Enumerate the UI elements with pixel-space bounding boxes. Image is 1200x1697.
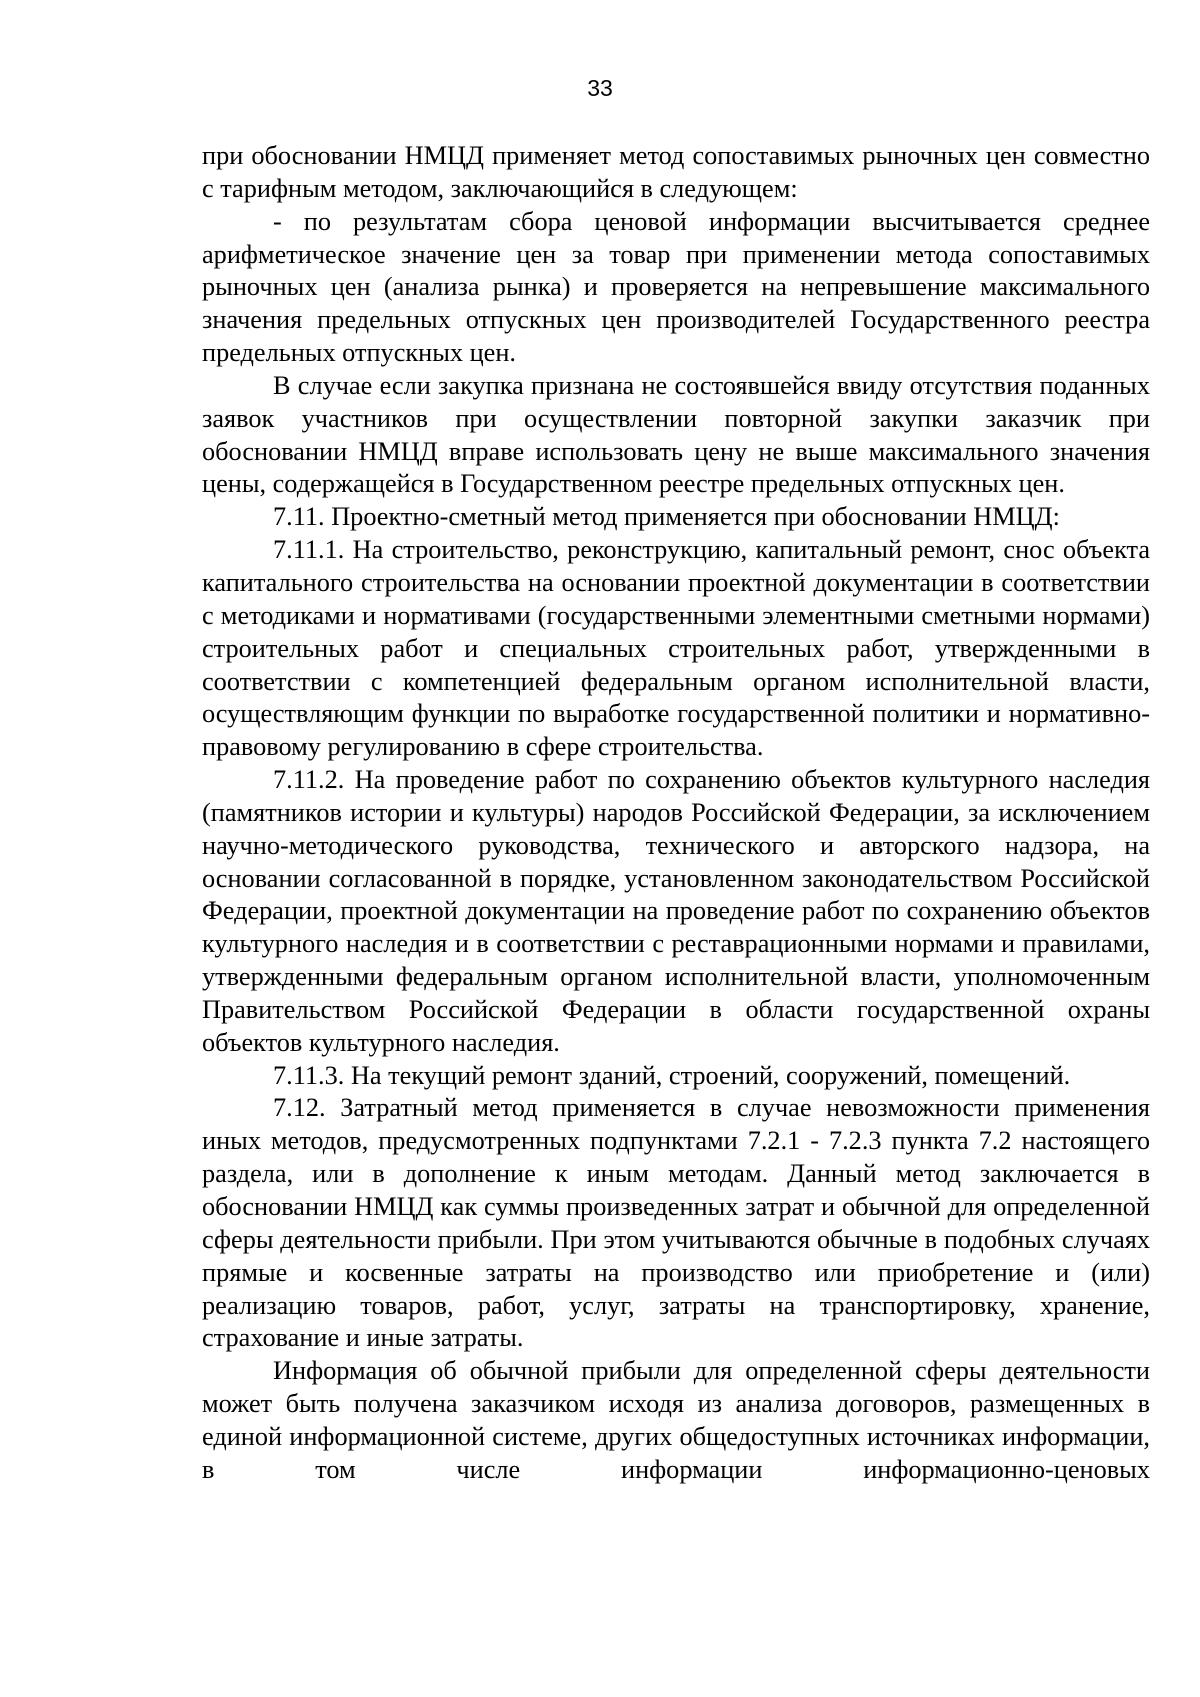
paragraph-continuation: при обосновании НМЦД применяет метод сопоставимых рыночных цен совместно с тарифным методом, заключающийся в следующем: — [202, 141, 1150, 203]
document-body — [202, 140, 1150, 1487]
paragraph-7-11-3: 7.11.3. На текущий ремонт зданий, строений, сооружений, помещений. — [273, 1060, 1071, 1090]
paragraph-7-12: 7.12. Затратный метод применяется в случае невозможности применения иных методов, предусмотренных подпунктами 7.2.1 - 7.2.3 пункта 7.2 настоящего раздела, или в дополнение к иным методам. Данный метод заключается в обосновании НМЦД как суммы произведенных затрат и обычной для определенной сферы деятельности прибыли. При этом учитываются обычные в подобных случаях прямые и косвенные затраты на производство или приобретение и (или) реализацию товаров, работ, услуг, затраты на транспортировку, хранение, страхование и иные затраты. — [202, 1093, 1150, 1353]
paragraph-7-11: 7.11. Проектно-сметный метод применяется при обосновании НМЦД: — [273, 502, 1060, 532]
paragraph-price-averaging: - по результатам сбора ценовой информации высчитывается среднее арифметическое значение цен за товар при применении метода сопоставимых рыночных цен (анализа рынка) и проверяется на непревышение максимального значения предельных отпускных цен производителей Государственного реестра предельных отпускных цен. — [202, 206, 1150, 368]
page-number: 33 — [587, 75, 613, 101]
paragraph-failed-procurement: В случае если закупка признана не состоявшейся ввиду отсутствия поданных заявок участников при осуществлении повторной закупки заказчик при обосновании НМЦД вправе использовать цену не выше максимального значения цены, содержащейся в Государственном реестре предельных отпускных цен. — [202, 370, 1150, 499]
paragraph-7-11-1: 7.11.1. На строительство, реконструкцию, капитальный ремонт, снос объекта капитального строительства на основании проектной документации в соответствии с методиками и нормативами (государственными элементными сметными нормами) строительных работ и специальных строительных работ, утвержденными в соответствии с компетенцией федеральным органом исполнительной власти, осуществляющим функции по выработке государственной политики и нормативно-правовому регулированию в сфере строительства. — [202, 535, 1150, 762]
paragraph-profit-information: Информация об обычной прибыли для определенной сферы деятельности может быть получена заказчиком исходя из анализа договоров, размещенных в единой информационной системе, других общедоступных источниках информации, в том числе информации информационно-ценовых — [202, 1356, 1150, 1484]
paragraph-7-11-2: 7.11.2. На проведение работ по сохранению объектов культурного наследия (памятников истории и культуры) народов Российской Федерации, за исключением научно-методического руководства, технического и авторского надзора, на основании согласованной в порядке, установленном законодательством Российской Федерации, проектной документации на проведение работ по сохранению объектов культурного наследия и в соответствии с реставрационными нормами и правилами, утвержденными федеральным органом исполнительной власти, уполномоченным Правительством Российской Федерации в области государственной охраны объектов культурного наследия. — [202, 765, 1150, 1057]
